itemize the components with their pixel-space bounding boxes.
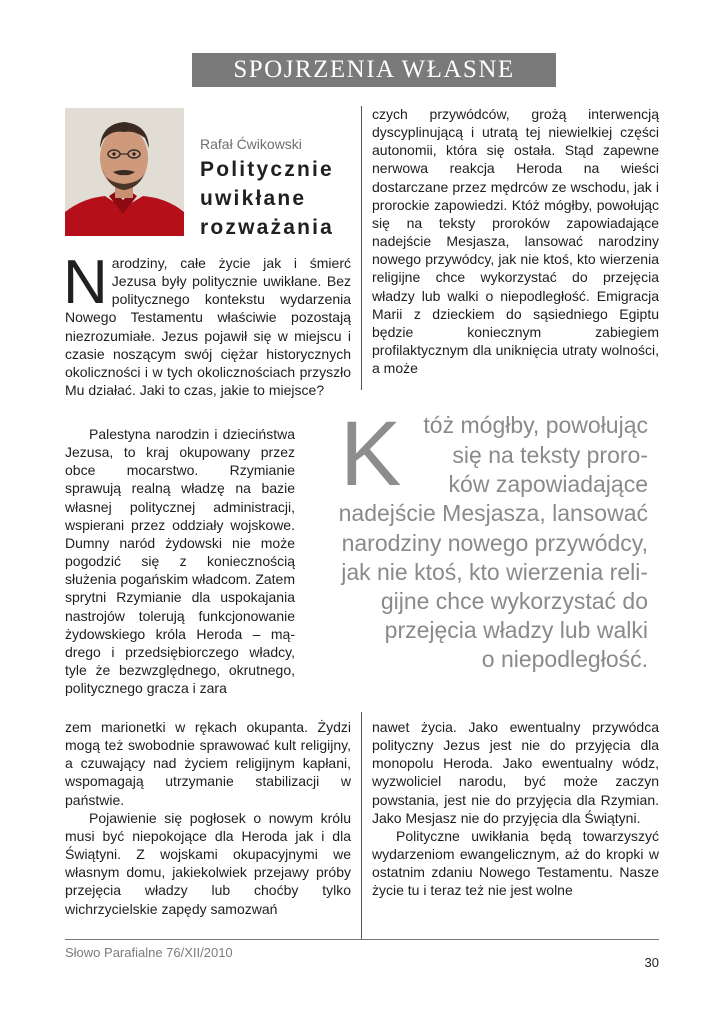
column-divider-bottom: [361, 712, 362, 940]
drop-cap: N: [63, 248, 108, 317]
pull-quote-line: gijne chce wykorzystać do: [380, 588, 648, 614]
pull-quote-line: jak nie ktoś, kto wierzenia reli-: [341, 559, 648, 585]
title-line: Politycznie: [200, 158, 334, 181]
pull-quote-initial: K: [340, 403, 402, 505]
pull-quote-line: o niepodległość.: [481, 646, 648, 672]
article-text-left-mid: [65, 425, 295, 697]
pull-quote-line: się na teksty proro-: [452, 442, 648, 468]
page-number: 30: [644, 955, 659, 970]
paragraph: nawet życia. Jako ewentualny przywódca polityczny Jezus jest nie do przyjęcia dla monopolu Heroda. Jako ewentualny wódz, wyzwoliciel narodu, być może zaczyn powstania, jest nie do przyjęcia dla Rzymian. Jako Mesjasz nie do przyjęcia dla Świątyni.: [372, 719, 659, 826]
pull-quote: [300, 403, 648, 700]
paragraph: Polityczne uwikłania będą towarzyszyć wydarzeniom ewangelicznym, aż do kropki w ostatnim zdaniu Nowego Testamentu. Nasze życie tu i teraz też nie jest wolne: [372, 827, 659, 899]
article-text-left-top: [63, 248, 351, 399]
article-text-left-bottom: [65, 718, 351, 918]
paragraph: Pojawienie się pogłosek o nowym królu musi być niepokojące dla Heroda jak i dla Świątyni. Z wojskami okupacyjnymi we własnym domu, jakiekolwiek przejawy próby przejęcia władzy lub choćby tylko wichrzycielskie zapędy samozwań: [65, 809, 351, 917]
article-text-right-bottom: [372, 718, 659, 900]
section-banner: SPOJRZENIA WŁASNE: [192, 53, 556, 87]
author-name: Rafał Ćwikowski: [200, 136, 302, 152]
pull-quote-line: tóż mógłby, powołując: [423, 412, 648, 438]
column-divider-top: [361, 106, 362, 390]
article-text-right-top: [372, 105, 659, 377]
author-portrait-image: [65, 108, 184, 236]
title-line: uwikłane: [200, 187, 307, 210]
footer-divider: [65, 939, 659, 940]
pull-quote-line: nadejście Mesjasza, lansować: [338, 500, 648, 526]
pull-quote-line: ków zapowiadające: [448, 471, 648, 497]
author-photo: [65, 108, 184, 236]
publication-info: Słowo Parafialne 76/XII/2010: [65, 945, 233, 960]
paragraph: Palestyna narodzin i dzieciństwa Jezusa, to kraj okupowany przez obce mocarstwo. Rzymianie sprawują realną władzę na bazie własnej politycznej administracji, wspierani przez oddziały wojskowe. Dumny naród żydowski nie może pogodzić się z koniecznością służenia pogańskim władcom. Zatem sprytni Rzymianie dla uspokajania nastrojów tolerują funkcjonowanie żydowskiego króla Heroda – mądrego i przedsiębiorczego władcy, tyle że bezwzględnego, okrutnego, politycznego gracza i zara: [65, 426, 295, 697]
pull-quote-line: narodziny nowego przywódcy,: [341, 530, 648, 556]
pull-quote-line: przejęcia władzy lub walki: [384, 617, 648, 643]
paragraph: arodziny, całe życie jak i śmierć Jezusa były politycznie uwikłane. Bez politycznego kontekstu wydarzenia Nowego Testamentu właściwie pozostają niezrozumiałe. Jezus pojawił się w miejscu i czasie noszącym swój ciężar historycznych okoliczności i w tych okolicznościach przyszło Mu działać. Jaki to czas, jakie to miejsce?: [65, 255, 351, 399]
title-line: rozważania: [200, 216, 335, 239]
article-title: [200, 155, 350, 242]
paragraph: zem marionetki w rękach okupanta. Żydzi mogą też swobodnie sprawować kult religijny, a czuwający nad życiem religijnym kapłani, wspomagają utrzymanie stabilizacji w państwie.: [65, 719, 351, 808]
paragraph: czych przywódców, grożą interwencją dyscyplinującą i utratą tej niewielkiej części autonomii, która się ostała. Stąd zapewne nerwowa reakcja Heroda na wieści dostarczane przez mędrców ze wschodu, jak i prorockie zapowiedzi. Któż mógłby, powołując się na teksty proroków zapowiadające nadejście Mesjasza, lansować narodziny nowego przywódcy, jak nie ktoś, kto wierzenia religijne chce wykorzystać do przejęcia władzy lub walki o niepodległość. Emigracja Marii z dzieckiem do sąsiedniego Egiptu będzie koniecznym zabiegiem profilaktycznym dla uniknięcia utraty wolności, a może: [372, 106, 659, 377]
